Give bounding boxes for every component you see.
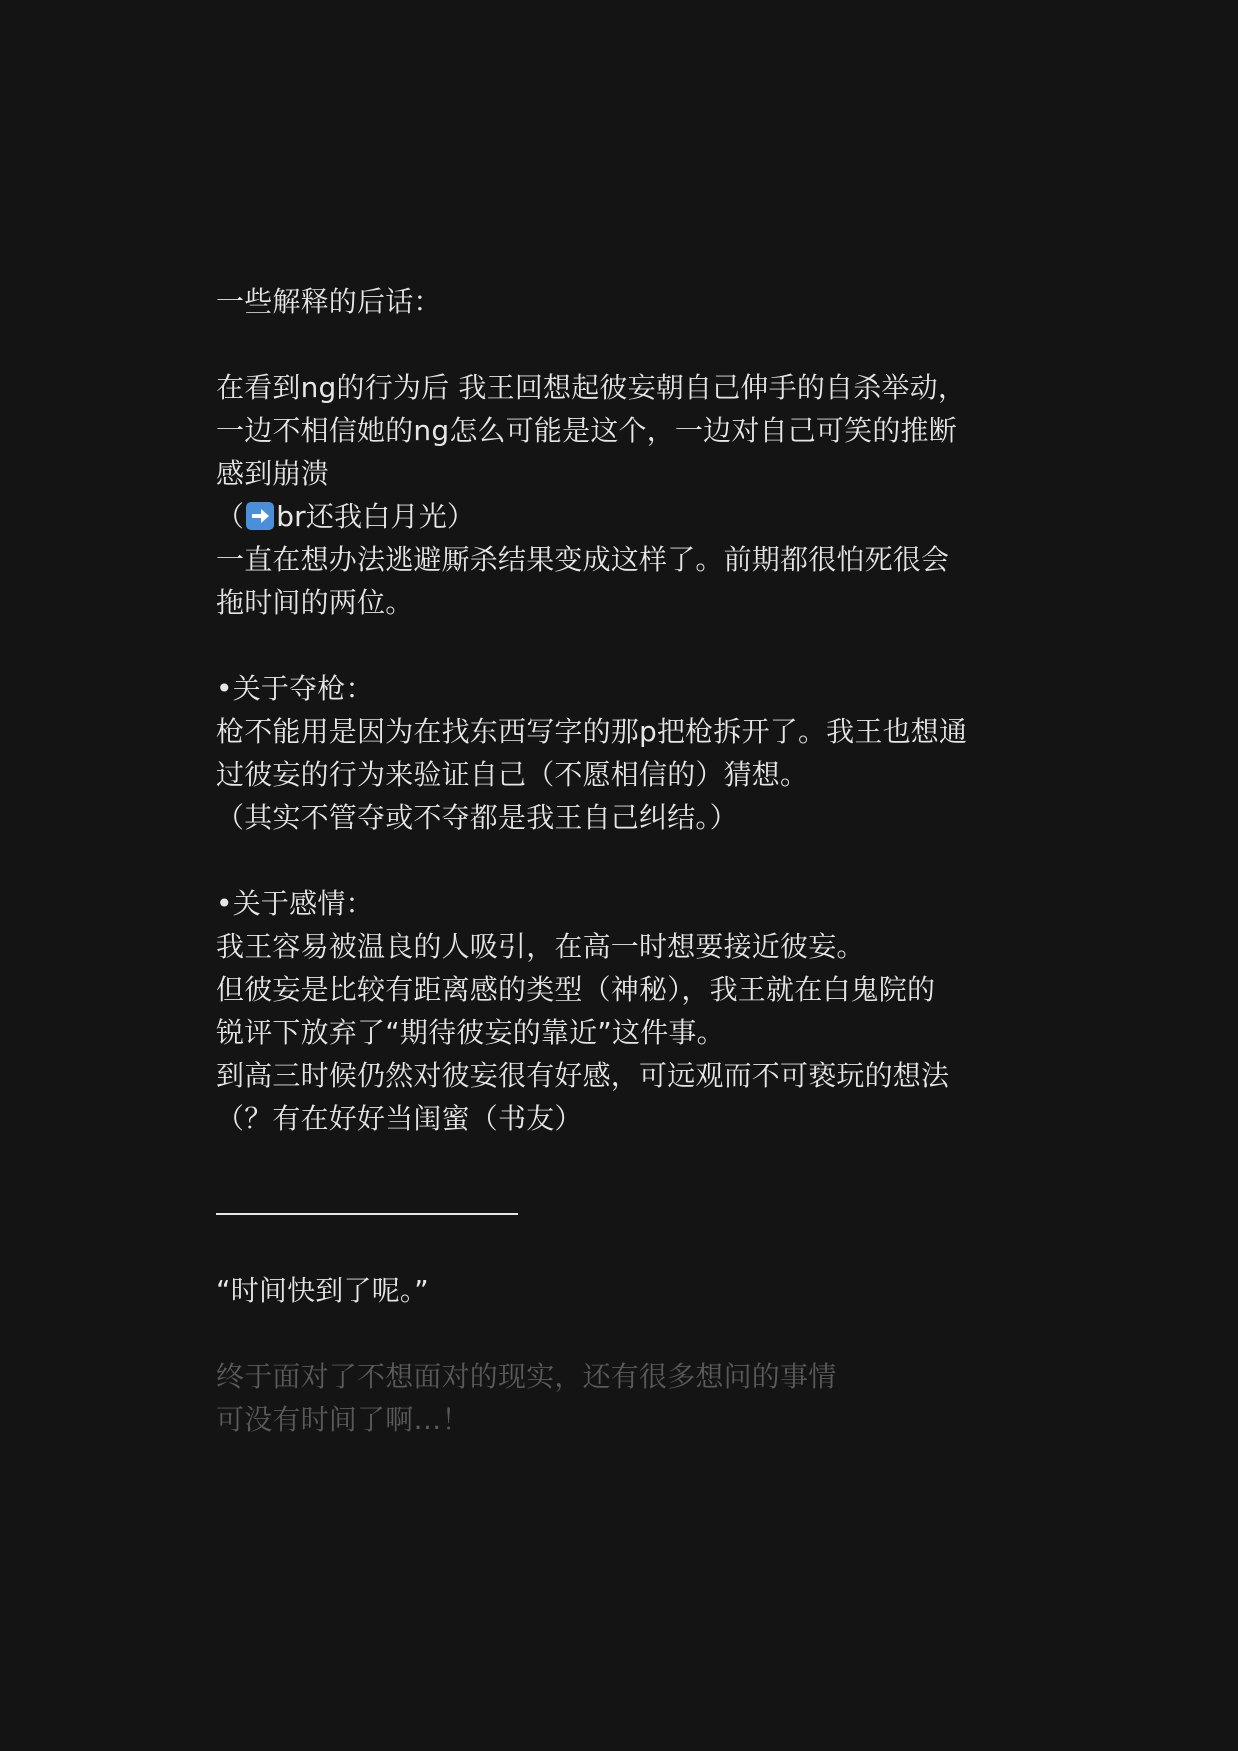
paragraph-line: 过彼妄的行为来验证自己（不愿相信的）猜想。 — [216, 758, 809, 791]
paragraph-line: （？有在好好当闺蜜（书友） — [216, 1102, 583, 1135]
arrow-note-text: br还我白月光） — [276, 500, 476, 533]
section-heading-gun: •关于夺枪： — [216, 672, 374, 705]
paragraph-line: 一直在想办法逃避厮杀结果变成这样了。前期都很怕死很会 — [216, 543, 950, 576]
paragraph-line: 到高三时候仍然对彼妄很有好感，可远观而不可亵玩的想法 — [216, 1059, 950, 1092]
paragraph-line: 我王容易被温良的人吸引，在高一时想要接近彼妄。 — [216, 930, 865, 963]
paragraph-line: 锐评下放弃了“期待彼妄的靠近”这件事。 — [216, 1016, 725, 1049]
arrow-note-prefix: （ — [216, 500, 245, 533]
paragraph-line: 但彼妄是比较有距离感的类型（神秘），我王就在白鬼院的 — [216, 973, 936, 1006]
page-title: 一些解释的后话： — [216, 285, 442, 318]
blank-line — [216, 323, 1036, 366]
blank-line — [216, 1140, 1036, 1183]
blank-line — [216, 1312, 1036, 1355]
blank-line — [216, 624, 1036, 667]
section-heading-feeling: •关于感情： — [216, 887, 374, 920]
blank-line — [216, 1226, 1036, 1269]
paragraph-line: 枪不能用是因为在找东西写字的那p把枪拆开了。我王也想通 — [216, 715, 968, 748]
paragraph-line: （其实不管夺或不夺都是我王自己纠结。） — [216, 801, 738, 834]
paragraph-line: 一边不相信她的ng怎么可能是这个，一边对自己可笑的推断 — [216, 414, 957, 447]
quote-line: “时间快到了呢。” — [216, 1274, 429, 1307]
document-content — [216, 280, 1036, 1441]
paragraph-line: 在看到ng的行为后 我王回想起彼妄朝自己伸手的自杀举动， — [216, 371, 967, 404]
faded-line: 可没有时间了啊…！ — [216, 1403, 470, 1436]
paragraph-line: 拖时间的两位。 — [216, 586, 414, 619]
divider-bar — [216, 1213, 518, 1215]
arrow-note-line — [216, 495, 1036, 538]
divider-line — [216, 1183, 1036, 1226]
paragraph-line: 感到崩溃 — [216, 457, 329, 490]
faded-line: 终于面对了不想面对的现实，还有很多想问的事情 — [216, 1360, 837, 1393]
right-arrow-emoji-icon — [246, 502, 274, 530]
blank-line — [216, 839, 1036, 882]
